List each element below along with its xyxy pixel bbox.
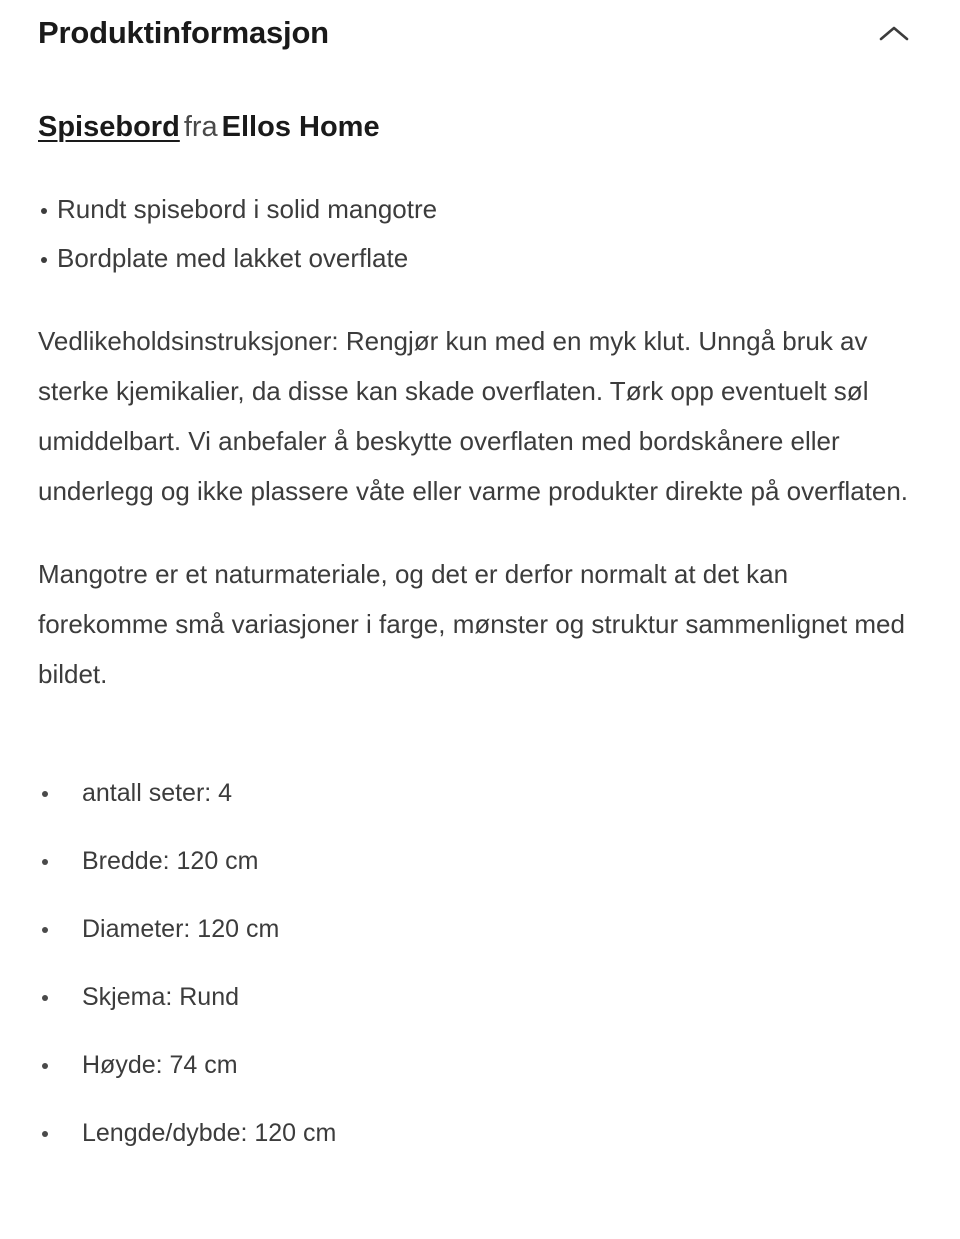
list-item: Bordplate med lakket overflate bbox=[38, 234, 922, 283]
list-item: Høyde: 74 cm bbox=[38, 1031, 922, 1099]
care-instructions-text: Vedlikeholdsinstruksjoner: Rengjør kun med en myk klut. Unngå bruk av sterke kjemikalier, da disse kan skade overflaten. Tørk opp eventuelt søl umiddelbart. Vi anbefaler å beskytte overflaten med bordskånere eller underlegg og ikke plassere våte eller varme produkter direkte på overflaten. bbox=[38, 325, 909, 506]
list-item: Diameter: 120 cm bbox=[38, 895, 922, 963]
page-title: Produktinformasjon bbox=[38, 15, 329, 50]
intro-feature-list bbox=[38, 185, 922, 283]
list-item: Lengde/dybde: 120 cm bbox=[38, 1099, 922, 1167]
chevron-up-icon bbox=[879, 25, 909, 43]
care-instructions-block bbox=[38, 316, 922, 516]
product-brand: Ellos Home bbox=[221, 111, 380, 143]
product-preposition: fra bbox=[183, 111, 218, 143]
list-item: Rundt spisebord i solid mangotre bbox=[38, 185, 922, 234]
product-title-line bbox=[38, 110, 922, 145]
section-header[interactable] bbox=[38, 0, 922, 66]
list-item: antall seter: 4 bbox=[38, 759, 922, 827]
material-note-block bbox=[38, 549, 922, 699]
product-name-link[interactable]: Spisebord bbox=[38, 111, 180, 143]
list-item: Skjema: Rund bbox=[38, 963, 922, 1031]
list-item: Bredde: 120 cm bbox=[38, 827, 922, 895]
collapse-section-button[interactable] bbox=[868, 14, 920, 54]
material-note-text: Mangotre er et naturmateriale, og det er derfor normalt at det kan forekomme små variasjoner i farge, mønster og struktur sammenlignet med bildet. bbox=[38, 558, 905, 689]
specification-list bbox=[38, 759, 922, 1167]
